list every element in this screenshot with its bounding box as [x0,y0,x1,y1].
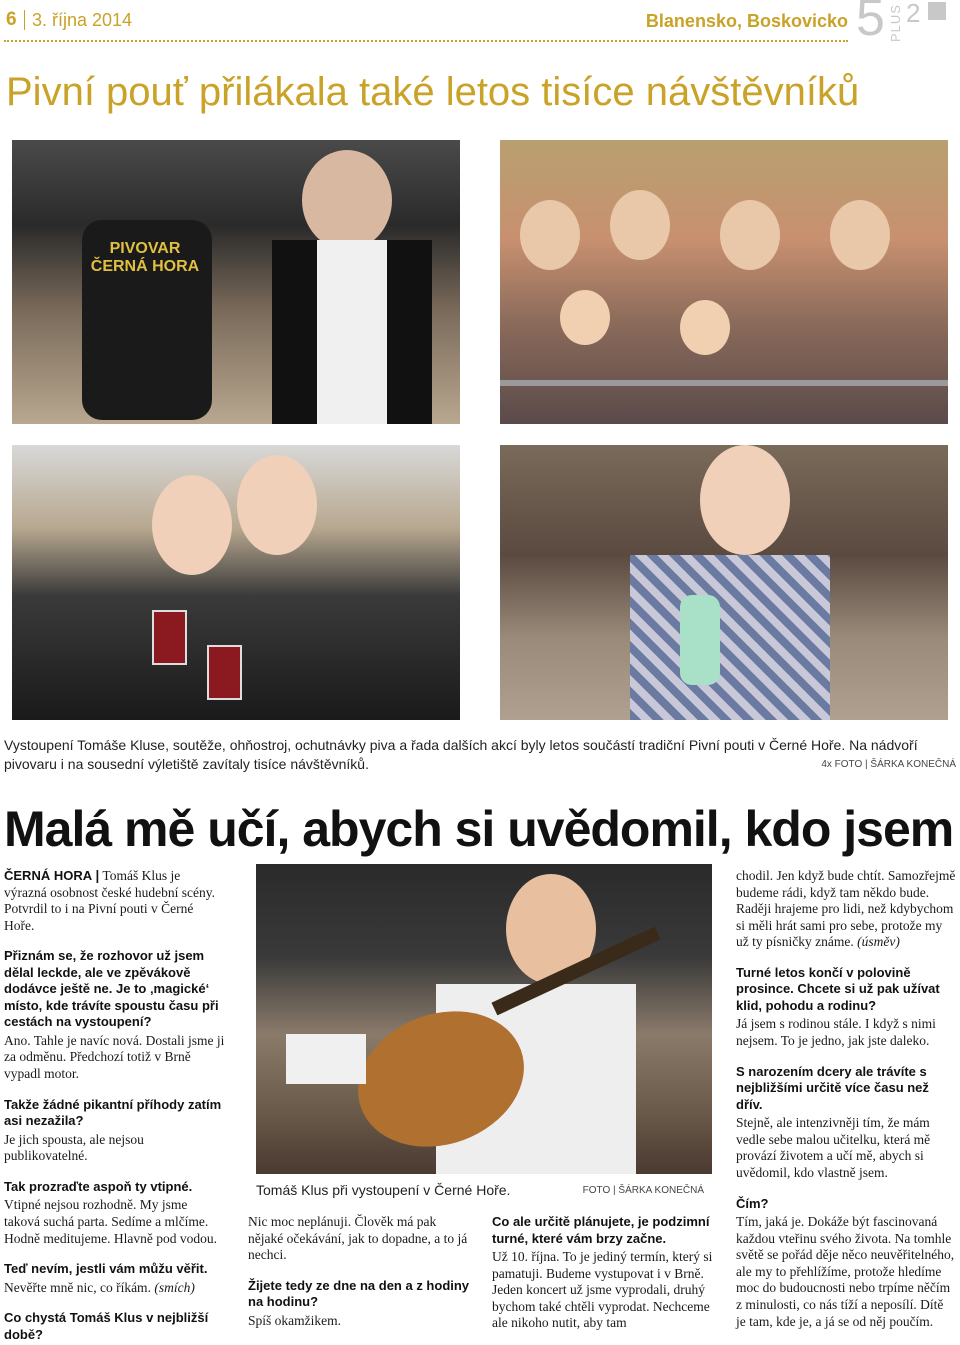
answer-4: Nevěřte mně nic, co říkám. [4,1279,151,1295]
question-6: Žijete tedy ze dne na den a z hodiny na hodinu? [248,1277,470,1310]
question-3: Tak prozraďte aspoň ty vtipné. [4,1178,193,1194]
question-4: Teď nevím, jestli vám můžu věřit. [4,1261,208,1277]
photo-crowd [500,140,948,424]
keg-label: PIVOVAR ČERNÁ HORA [90,240,200,275]
answer-9: Stejně, ale intenzivněji tím, že mám vedle sebe malou učitelku, která mě provází životem a učí mě, abych si uvědomil, kdo vlastně jsem. [736,1115,931,1180]
answer-10: Tím, jaká je. Dokáže být fascinovaná každou vteřinu svého života. Na tomhle světě se pořád děje něco neuvěřitelného, ale my to přehlížíme, protože hledíme moc do budoucnosti nebo trpíme něčím z minulosti, co nás tíží a neposílí. Dítě je tam, kde je, a já se od něj poučím. [736,1214,955,1329]
interview-column-1: ČERNÁ HORA | Tomáš Klus je výrazná osobnost české hudební scény. Potvrdil to i na Pivní pouti v Černé Hoře. Přiznám se, že rozhovor už jsem dělal leckde, ale ve zpěvákově dodávce ještě ne. Je to ‚magické‘ místo, kde trávíte spoustu času při cestách na vystoupení? Ano. Tahle je navíc nová. Dostali jsme ji za odměnu. Předchozí totiž v Brně vypadl motor. Takže žádné pikantní příhody zatím asi nezažila? Je jich spousta, ale nejsou publikovatelné. Tak prozraďte aspoň ty vtipné. Vtipné nejsou rozhodně. My jsme taková suchá parta. Sedíme a mlčíme. Hodně meditujeme. Hlavně pod vodou. Teď nevím, jestli vám můžu věřit. Nevěřte mně nic, co říkám. (smích) Co chystá Tomáš Klus v nejbližší době? [4,868,225,1342]
logo-five: 5 [856,0,885,47]
answer-7-note: (úsměv) [857,934,900,950]
question-1: Přiznám se, že rozhovor už jsem dělal leckde, ale ve zpěvákově dodávce ještě ne. Je to ‚magické‘ místo, kde trávíte spoustu času při cestách na vystoupení? [4,948,219,1030]
interview-column-2b [492,1214,714,1338]
logo-plus: PLUS [888,4,903,42]
photo-boy-with-bubbles [500,445,948,720]
answer-1: Ano. Tahle je navíc nová. Dostali jsme ji za odměnu. Předchozí totiž v Brně vypadl motor. [4,1032,225,1082]
answer-6: Spíš okamžikem. [248,1312,341,1328]
page-header [0,0,960,46]
answer-5: Nic moc neplánuji. Člověk má pak nějaké očekávání, jak to dopadne, a to já nechci. [248,1214,468,1263]
photo-keg-tapping [12,140,460,424]
question-2: Takže žádné pikantní příhody zatím asi nezažila? [4,1096,222,1129]
photo-women-with-beer [12,445,460,720]
question-5: Co chystá Tomáš Klus v nejbližší době? [4,1310,209,1342]
answer-7-continued: chodil. Jen když bude chtít. Samozřejmě budeme rádi, když tam někdo bude. Raději hrajeme pro lidi, než kdybychom si měli hrát sami pro sebe, protože my už ty písničky známe. [736,868,956,950]
page-number: 6 [6,9,17,30]
headline-interview: Malá mě učí, abych si uvědomil, kdo jsem [4,801,954,857]
dateline: ČERNÁ HORA [4,868,93,883]
photo-caption-1-text: Vystoupení Tomáše Kluse, soutěže, ohňostroj, ochutnávky piva a řada dalších akcí byly letos součástí tradiční Pivní pouti v Černé Hoře. Na nádvoří pivovaru i na sousední výletiště zavítaly tisíce návštěvníků. [4,737,918,772]
answer-8: Já jsem s rodinou stále. I když s nimi nejsem. To je jedno, jak jste daleko. [736,1016,936,1049]
photo-caption-1 [4,736,956,774]
question-10: Čím? [736,1195,769,1211]
photo-credit-2: FOTO | ŠÁRKA KONEČNÁ [582,1185,704,1196]
photo-tomas-klus [256,864,712,1174]
headline-beer-fest: Pivní pouť přilákala také letos tisíce návštěvníků [6,70,860,114]
header-divider [24,10,25,30]
header-dotted-rule [4,40,848,42]
answer-3: Vtipné nejsou rozhodně. My jsme taková suchá parta. Sedíme a mlčíme. Hodně meditujeme. Hlavně pod vodou. [4,1197,217,1246]
interview-column-2a [248,1214,474,1335]
section-logo [854,0,952,46]
answer-4-note: (smích) [154,1279,195,1295]
question-9: S narozením dcery ale trávíte s nejbližšími určitě více času než dřív. [736,1063,929,1112]
logo-square [928,2,946,20]
question-8: Turné letos končí v polovině prosince. Chcete si už pak užívat klid, pohodu a rodinu? [736,964,940,1013]
photo-caption-2-text: Tomáš Klus při vystoupení v Černé Hoře. [256,1182,511,1198]
photo-credit-1: 4x FOTO | ŠÁRKA KONEČNÁ [821,759,956,770]
answer-2: Je jich spousta, ale nejsou publikovatelné. [4,1131,144,1164]
interview-column-3 [736,868,956,1336]
issue-date: 3. října 2014 [32,10,133,30]
photo-caption-2 [256,1182,712,1198]
question-7: Co ale určitě plánujete, je podzimní turné, které vám brzy začne. [492,1214,710,1246]
answer-7: Už 10. října. To je jediný termín, který si pamatuji. Budeme vystupovat i v Brně. Jeden koncert už jsme vyprodali, druhý bychom také chtěli vyprodat. Nechceme ale nikoho nutit, aby tam [492,1249,713,1331]
interview-lead: Tomáš Klus je výrazná osobnost české hudební scény. Potvrdil to i na Pivní pouti v Černé Hoře. [4,868,215,933]
region-label: Blanensko, Boskovicko [645,11,848,31]
logo-two: 2 [906,0,921,28]
